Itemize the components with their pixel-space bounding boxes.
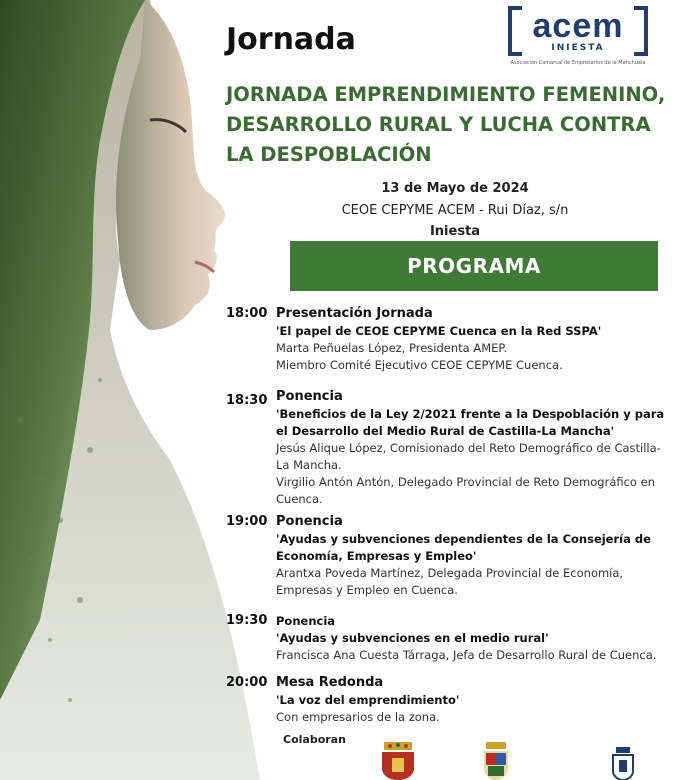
event-title-line: JORNADA EMPRENDIMIENTO FEMENINO,: [226, 83, 666, 106]
program-type: Ponencia: [276, 389, 343, 404]
program-type: Presentación Jornada: [276, 306, 433, 321]
program-type: Ponencia: [276, 514, 343, 529]
event-title-line: DESARROLLO RURAL Y LUCHA CONTRA: [226, 113, 651, 136]
program-speaker: Virgilio Antón Antón, Delegado Provincial de Reto Demográfico en Cuenca.: [276, 475, 655, 506]
event-city: Iniesta: [429, 224, 481, 239]
program-time: 20:00: [226, 675, 268, 690]
program-type: Mesa Redonda: [276, 675, 384, 690]
program-topic: 'Beneficios de la Ley 2/2021 frente a la Despoblación y para el Desarrollo del Medio Rural de Castilla-La Mancha': [276, 407, 665, 438]
program-speaker: Jesús Alique López, Comisionado del Reto Demográfico de Castilla-La Mancha.: [276, 441, 661, 472]
program-topic: 'El papel de CEOE CEPYME Cuenca en la Red SSPA': [276, 324, 602, 338]
logo-subtitle: INIESTA: [551, 43, 605, 53]
program-topic: 'La voz del emprendimiento': [276, 693, 460, 707]
page-title: Jornada: [226, 22, 356, 57]
program-speaker: Miembro Comité Ejecutivo CEOE CEPYME Cuenca.: [276, 358, 563, 372]
event-venue: CEOE CEPYME ACEM - Rui Díaz, s/n: [341, 203, 569, 218]
logo-mark: acem: [532, 7, 624, 45]
regional-crest-icon: [612, 747, 634, 780]
event-date: 13 de Mayo de 2024: [381, 181, 529, 196]
program-time: 18:30: [226, 393, 268, 408]
program-time: 19:30: [226, 613, 268, 628]
program-time: 19:00: [226, 514, 268, 529]
logo-tagline: Asociación Comarcal de Empresarios de la Manchuela: [510, 60, 646, 66]
program-speaker: Arantxa Poveda Martínez, Delegada Provincial de Economía, Empresas y Empleo en Cuenca.: [276, 566, 624, 597]
program-heading: PROGRAMA: [290, 241, 658, 291]
collaborators-label: Colaboran: [283, 733, 346, 746]
program-type: Ponencia: [276, 614, 336, 628]
event-title: [226, 80, 676, 170]
program-topic: 'Ayudas y subvenciones en el medio rural': [276, 631, 549, 645]
municipal-crest-icon: [378, 742, 418, 780]
program-speaker: Francisca Ana Cuesta Tárraga, Jefa de Desarrollo Rural de Cuenca.: [276, 648, 657, 662]
event-title-line: LA DESPOBLACIÓN: [226, 143, 432, 166]
program-topic: 'Ayudas y subvenciones dependientes de la Consejería de Economía, Empresas y Empleo': [276, 532, 651, 563]
provincial-crest-icon: [482, 742, 510, 780]
program-speaker: Marta Peñuelas López, Presidenta AMEP.: [276, 341, 508, 355]
program-speaker: Con empresarios de la zona.: [276, 710, 440, 724]
program-time: 18:00: [226, 306, 268, 321]
acem-logo: [508, 6, 648, 70]
